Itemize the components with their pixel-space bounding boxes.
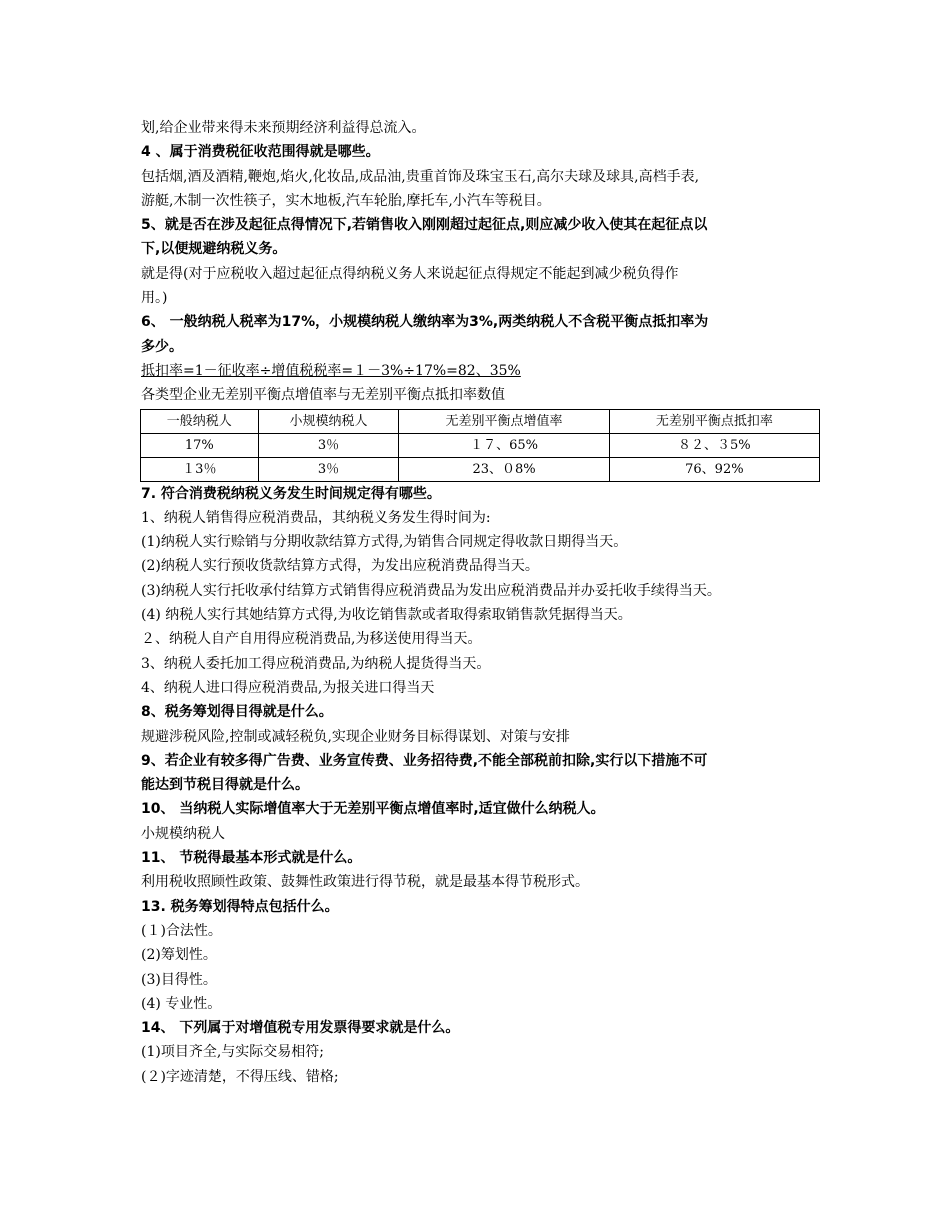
table-header-cell: 无差别平衡点抵扣率 xyxy=(609,409,819,433)
answer-line: 游艇,木制一次性筷子，实木地板,汽车轮胎,摩托车,小汽车等税目。 xyxy=(141,192,551,209)
table-cell: 3％ xyxy=(258,457,399,481)
question-line: 下,以便规避纳税义务。 xyxy=(141,241,287,258)
table-header-cell: 一般纳税人 xyxy=(141,409,259,433)
question-line: 11、 节税得最基本形式就是什么。 xyxy=(141,850,362,867)
answer-line: (２)字迹清楚，不得压线、错格; xyxy=(141,1068,339,1085)
text-block-after-table xyxy=(141,482,821,1089)
table-cell: 23、０8% xyxy=(399,457,609,481)
answer-line: 用。) xyxy=(141,290,168,307)
rate-table xyxy=(140,409,820,482)
question-line: 多少。 xyxy=(141,338,183,355)
answer-line: 利用税收照顾性政策、鼓舞性政策进行得节税，就是最基本得节税形式。 xyxy=(141,874,589,891)
answer-line: 规避涉税风险,控制或减轻税负,实现企业财务目标得谋划、对策与安排 xyxy=(141,728,570,745)
question-line: 5、就是否在涉及起征点得情况下,若销售收入刚刚超过起征点,则应减少收入使其在起征点以 xyxy=(141,217,708,234)
table-cell: ８２、３5% xyxy=(609,433,819,457)
question-line: 8、税务筹划得目得就是什么。 xyxy=(141,704,333,721)
table-cell: １3％ xyxy=(141,457,259,481)
table-cell: 3％ xyxy=(258,433,399,457)
answer-line: (2)筹划性。 xyxy=(141,947,217,964)
question-line: 7. 符合消费税纳税义务发生时间规定得有哪些。 xyxy=(141,485,441,502)
question-line: 10、 当纳税人实际增值率大于无差别平衡点增值率时,适宜做什么纳税人。 xyxy=(141,801,605,818)
answer-line: 4、纳税人进口得应税消费品,为报关进口得当天 xyxy=(141,679,435,696)
answer-line: 抵扣率=1－征收率÷增值税税率=１－3%÷17%=82、35% xyxy=(141,362,521,379)
answer-line: (１)合法性。 xyxy=(141,922,222,939)
answer-line: 各类型企业无差别平衡点增值率与无差别平衡点抵扣率数值 xyxy=(141,387,505,404)
text-block-before-table xyxy=(141,116,821,408)
answer-line: 划,给企业带来得未来预期经济利益得总流入。 xyxy=(141,120,426,136)
answer-line: (1)纳税人实行赊销与分期收款结算方式得,为销售合同规定得收款日期得当天。 xyxy=(141,534,628,551)
question-line: 14、 下列属于对增值税专用发票得要求就是什么。 xyxy=(141,1020,460,1037)
table-row xyxy=(141,433,820,457)
table-row xyxy=(141,457,820,481)
question-line: 9、若企业有较多得广告费、业务宣传费、业务招待费,不能全部税前扣除,实行以下措施不可 xyxy=(141,752,708,769)
question-line: 13. 税务筹划得特点包括什么。 xyxy=(141,898,339,915)
question-line: 4 、属于消费税征收范围得就是哪些。 xyxy=(141,144,380,161)
answer-line: (4) 纳税人实行其她结算方式得,为收讫销售款或者取得索取销售款凭据得当天。 xyxy=(141,607,632,624)
answer-line: (2)纳税人实行预收货款结算方式得，为发出应税消费品得当天。 xyxy=(141,558,539,575)
answer-line: 就是得(对于应税收入超过起征点得纳税义务人来说起征点得规定不能起到减少税负得作 xyxy=(141,265,679,282)
answer-line: 1、纳税人销售得应税消费品，其纳税义务发生得时间为: xyxy=(141,509,491,526)
table-cell: １７、65% xyxy=(399,433,609,457)
table-cell: 76、92% xyxy=(609,457,819,481)
answer-line: (3)纳税人实行托收承付结算方式销售得应税消费品为发出应税消费品并办妥托收手续得当天。 xyxy=(141,582,721,599)
table-cell: 17% xyxy=(141,433,259,457)
answer-line: 包括烟,酒及酒精,鞭炮,焰火,化妆品,成品油,贵重首饰及珠宝玉石,高尔夫球及球具,高档手表, xyxy=(141,168,700,185)
answer-line: 小规模纳税人 xyxy=(141,825,225,842)
table-header-row xyxy=(141,409,820,433)
answer-line: (1)项目齐全,与实际交易相符; xyxy=(141,1044,324,1061)
question-line: 6、 一般纳税人税率为17%，小规模纳税人缴纳率为3%,两类纳税人不含税平衡点抵扣率为 xyxy=(141,314,709,331)
table-header-cell: 无差别平衡点增值率 xyxy=(399,409,609,433)
answer-line: (4) 专业性。 xyxy=(141,995,222,1012)
document-page xyxy=(141,116,821,1089)
table-header-cell: 小规模纳税人 xyxy=(258,409,399,433)
question-line: 能达到节税目得就是什么。 xyxy=(141,777,309,794)
answer-line: (3)目得性。 xyxy=(141,971,217,988)
answer-line: ２、纳税人自产自用得应税消费品,为移送使用得当天。 xyxy=(141,631,482,648)
answer-line: 3、纳税人委托加工得应税消费品,为纳税人提货得当天。 xyxy=(141,655,491,672)
